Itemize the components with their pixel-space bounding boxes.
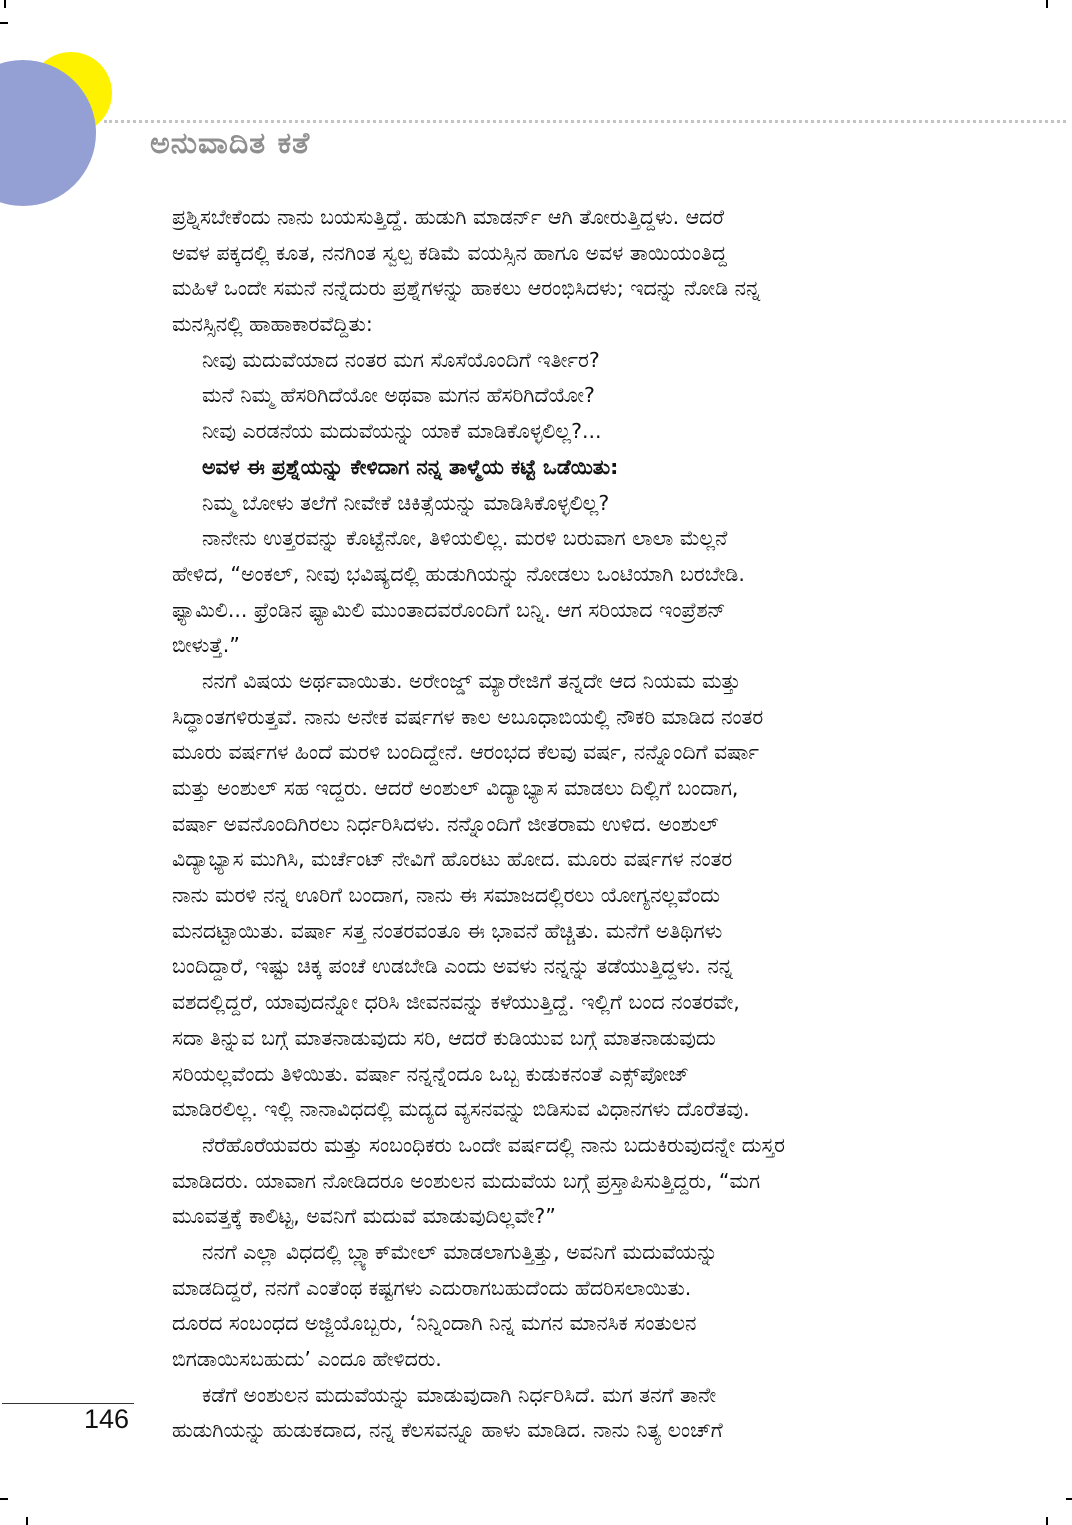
text-line: ಮೂವತ್ತಕ್ಕೆ ಕಾಲಿಟ್ಟ, ಅವನಿಗೆ ಮದುವೆ ಮಾಡುವುದಿಲ್ಲವೇ?” — [172, 1204, 556, 1229]
text-line: ಕಡೆಗೆ ಅಂಶುಲನ ಮದುವೆಯನ್ನು ಮಾಡುವುದಾಗಿ ನಿರ್ಧರಿಸಿದೆ. ಮಗ ತನಗೆ ತಾನೇ — [202, 1382, 717, 1407]
crop-mark-bottom-right — [1066, 1498, 1072, 1500]
text-line: ಬಂದಿದ್ದಾರೆ, ಇಷ್ಟು ಚಿಕ್ಕ ಪಂಚೆ ಉಡಬೇಡಿ ಎಂದು ಅವಳು ನನ್ನನ್ನು ತಡೆಯುತ್ತಿದ್ದಳು. ನನ್ನ — [172, 954, 733, 979]
text-line: ಮನೆ ನಿಮ್ಮ ಹೆಸರಿಗಿದೆಯೋ ಅಥವಾ ಮಗನ ಹೆಸರಿಗಿದೆಯೋ? — [202, 383, 595, 408]
text-line: ಮಾಡಿರಲಿಲ್ಲ. ಇಲ್ಲಿ ನಾನಾವಿಧದಲ್ಲಿ ಮದ್ಯದ ವ್ಯಸನವನ್ನು ಬಿಡಿಸುವ ವಿಧಾನಗಳು ದೊರೆತವು. — [172, 1097, 750, 1122]
page-number: 146 — [84, 1404, 130, 1434]
text-line: ವಶದಲ್ಲಿದ್ದರೆ, ಯಾವುದನ್ನೋ ಧರಿಸಿ ಜೀವನವನ್ನು ಕಳೆಯುತ್ತಿದ್ದೆ. ಇಲ್ಲಿಗೆ ಬಂದ ನಂತರವೇ, — [172, 990, 740, 1015]
text-line: ನನಗೆ ಎಲ್ಲಾ ವಿಧದಲ್ಲಿ ಬ್ಲ್ಯಾಕ್‌ಮೇಲ್ ಮಾಡಲಾಗುತ್ತಿತ್ತು, ಅವನಿಗೆ ಮದುವೆಯನ್ನು — [202, 1239, 718, 1264]
header-dotted-rule — [104, 120, 1066, 123]
text-line: ಮಾಡಿದರು. ಯಾವಾಗ ನೋಡಿದರೂ ಅಂಶುಲನ ಮದುವೆಯ ಬಗ್ಗೆ ಪ್ರಸ್ತಾಪಿಸುತ್ತಿದ್ದರು, “ಮಗ — [172, 1168, 761, 1193]
text-line: ಮನದಟ್ಟಾಯಿತು. ವರ್ಷಾ ಸತ್ತ ನಂತರವಂತೂ ಈ ಭಾವನೆ ಹೆಚ್ಚಿತು. ಮನೆಗೆ ಅತಿಥಿಗಳು — [172, 918, 723, 943]
text-line: ಮಹಿಳೆ ಒಂದೇ ಸಮನೆ ನನ್ನೆದುರು ಪ್ರಶ್ನೆಗಳನ್ನು ಹಾಕಲು ಆರಂಭಿಸಿದಳು; ಇದನ್ನು ನೋಡಿ ನನ್ನ — [172, 276, 761, 301]
text-line: ವರ್ಷಾ ಅವನೊಂದಿಗಿರಲು ನಿರ್ಧರಿಸಿದಳು. ನನ್ನೊಂದಿಗೆ ಜೀತರಾಮ ಉಳಿದ. ಅಂಶುಲ್ — [172, 811, 719, 836]
text-line: ನಿಮ್ಮ ಬೋಳು ತಲೆಗೆ ನೀವೇಕೆ ಚಿಕಿತ್ಸೆಯನ್ನು ಮಾಡಿಸಿಕೊಳ್ಳಲಿಲ್ಲ? — [202, 490, 610, 515]
text-line: ಮಾಡದಿದ್ದರೆ, ನನಗೆ ಎಂತೆಂಥ ಕಷ್ಟಗಳು ಎದುರಾಗಬಹುದೆಂದು ಹೆದರಿಸಲಾಯಿತು. — [172, 1275, 692, 1300]
text-line: ಸಿದ್ಧಾಂತಗಳಿರುತ್ತವೆ. ನಾನು ಅನೇಕ ವರ್ಷಗಳ ಕಾಲ ಅಬೂಧಾಬಿಯಲ್ಲಿ ನೌಕರಿ ಮಾಡಿದ ನಂತರ — [172, 704, 764, 729]
text-line: ಹೇಳಿದ, “ಅಂಕಲ್, ನೀವು ಭವಿಷ್ಯದಲ್ಲಿ ಹುಡುಗಿಯನ್ನು ನೋಡಲು ಒಂಟಿಯಾಗಿ ಬರಬೇಡಿ. — [172, 561, 745, 586]
text-line: ಪ್ರಶ್ನಿಸಬೇಕೆಂದು ನಾನು ಬಯಸುತ್ತಿದ್ದೆ. ಹುಡುಗಿ ಮಾಡರ್ನ್ ಆಗಿ ತೋರುತ್ತಿದ್ದಳು. ಆದರೆ — [172, 205, 725, 229]
text-line: ಮೂರು ವರ್ಷಗಳ ಹಿಂದೆ ಮರಳಿ ಬಂದಿದ್ದೇನೆ. ಆರಂಭದ ಕೆಲವು ವರ್ಷ, ನನ್ನೊಂದಿಗೆ ವರ್ಷಾ — [172, 740, 760, 765]
text-line: ನೆರೆಹೊರೆಯವರು ಮತ್ತು ಸಂಬಂಧಿಕರು ಒಂದೇ ವರ್ಷದಲ್ಲಿ ನಾನು ಬದುಕಿರುವುದನ್ನೇ ದುಸ್ತರ — [202, 1132, 785, 1157]
text-line: ಅವಳ ಪಕ್ಕದಲ್ಲಿ ಕೂತ, ನನಗಿಂತ ಸ್ವಲ್ಪ ಕಡಿಮೆ ವಯಸ್ಸಿನ ಹಾಗೂ ಅವಳ ತಾಯಿಯಂತಿದ್ದ — [172, 240, 727, 265]
text-line: ಫ್ಯಾಮಿಲಿ... ಫ್ರೆಂಡಿನ ಫ್ಯಾಮಿಲಿ ಮುಂತಾದವರೊಂದಿಗೆ ಬನ್ನಿ. ಆಗ ಸರಿಯಾದ ಇಂಪ್ರೆಶನ್ — [172, 597, 726, 622]
text-line: ದೂರದ ಸಂಬಂಧದ ಅಜ್ಜಿಯೊಬ್ಬರು, ‘ನಿನ್ನಿಂದಾಗಿ ನಿನ್ನ ಮಗನ ಮಾನಸಿಕ ಸಂತುಲನ — [172, 1311, 697, 1336]
section-title: ಅನುವಾದಿತ ಕತೆ — [150, 126, 311, 161]
crop-mark-top-left-h — [0, 22, 8, 24]
text-line: ನಾನು ಮರಳಿ ನನ್ನ ಊರಿಗೆ ಬಂದಾಗ, ನಾನು ಈ ಸಮಾಜದಲ್ಲಿರಲು ಯೋಗ್ಯನಲ್ಲವೆಂದು — [172, 883, 721, 908]
text-line: ಮನಸ್ಸಿನಲ್ಲಿ ಹಾಹಾಕಾರವೆದ್ದಿತು: — [172, 312, 373, 337]
text-line: ಅವಳ ಈ ಪ್ರಶ್ನೆಯನ್ನು ಕೇಳಿದಾಗ ನನ್ನ ತಾಳ್ಮೆಯ ಕಟ್ಟೆ ಒಡೆಯಿತು: — [202, 454, 619, 479]
text-line: ಬಿಗಡಾಯಿಸಬಹುದು’ ಎಂದೂ ಹೇಳಿದರು. — [172, 1347, 442, 1371]
text-line: ನೀವು ಮದುವೆಯಾದ ನಂತರ ಮಗ ಸೊಸೆಯೊಂದಿಗೆ ಇರ್ತೀರ? — [202, 347, 600, 372]
crop-mark-top-left — [4, 0, 6, 8]
text-line: ನನಗೆ ವಿಷಯ ಅರ್ಥವಾಯಿತು. ಅರೇಂಜ್ಡ್ ಮ್ಯಾರೇಜಿಗೆ ತನ್ನದೇ ಆದ ನಿಯಮ ಮತ್ತು — [202, 668, 741, 693]
crop-mark-top-right — [1046, 0, 1048, 8]
body-text — [172, 200, 950, 1449]
text-line: ಹುಡುಗಿಯನ್ನು ಹುಡುಕದಾದ, ನನ್ನ ಕೆಲಸವನ್ನೂ ಹಾಳು ಮಾಡಿದ. ನಾನು ನಿತ್ಯ ಲಂಚ್‌ಗೆ — [172, 1418, 723, 1443]
text-line: ನಾನೇನು ಉತ್ತರವನ್ನು ಕೊಟ್ಟೆನೋ, ತಿಳಿಯಲಿಲ್ಲ. ಮರಳಿ ಬರುವಾಗ ಲಾಲಾ ಮೆಲ್ಲನೆ — [202, 526, 728, 551]
text-line: ಸದಾ ತಿನ್ನುವ ಬಗ್ಗೆ ಮಾತನಾಡುವುದು ಸರಿ, ಆದರೆ ಕುಡಿಯುವ ಬಗ್ಗೆ ಮಾತನಾಡುವುದು — [172, 1025, 716, 1050]
text-line: ನೀವು ಎರಡನೆಯ ಮದುವೆಯನ್ನು ಯಾಕೆ ಮಾಡಿಕೊಳ್ಳಲಿಲ್ಲ?... — [202, 419, 602, 444]
crop-mark-bottom-left — [0, 1498, 8, 1500]
text-line: ಮತ್ತು ಅಂಶುಲ್ ಸಹ ಇದ್ದರು. ಆದರೆ ಅಂಶುಲ್ ವಿದ್ಯಾಭ್ಯಾಸ ಮಾಡಲು ದಿಲ್ಲಿಗೆ ಬಂದಾಗ, — [172, 776, 739, 800]
text-line: ವಿದ್ಯಾಭ್ಯಾಸ ಮುಗಿಸಿ, ಮರ್ಚೆಂಟ್ ನೇವಿಗೆ ಹೊರಟು ಹೋದ. ಮೂರು ವರ್ಷಗಳ ನಂತರ — [172, 847, 733, 872]
crop-mark-bottom-left-v — [26, 1517, 28, 1525]
crop-mark-bottom-right-v — [1046, 1517, 1048, 1525]
text-line: ಸರಿಯಲ್ಲವೆಂದು ತಿಳಿಯಿತು. ವರ್ಷಾ ನನ್ನನ್ನೆಂದೂ ಒಬ್ಬ ಕುಡುಕನಂತೆ ಎಕ್ಸ್‌ಪೋಜ್ — [172, 1061, 690, 1086]
text-line: ಬೀಳುತ್ತೆ.” — [172, 633, 240, 658]
